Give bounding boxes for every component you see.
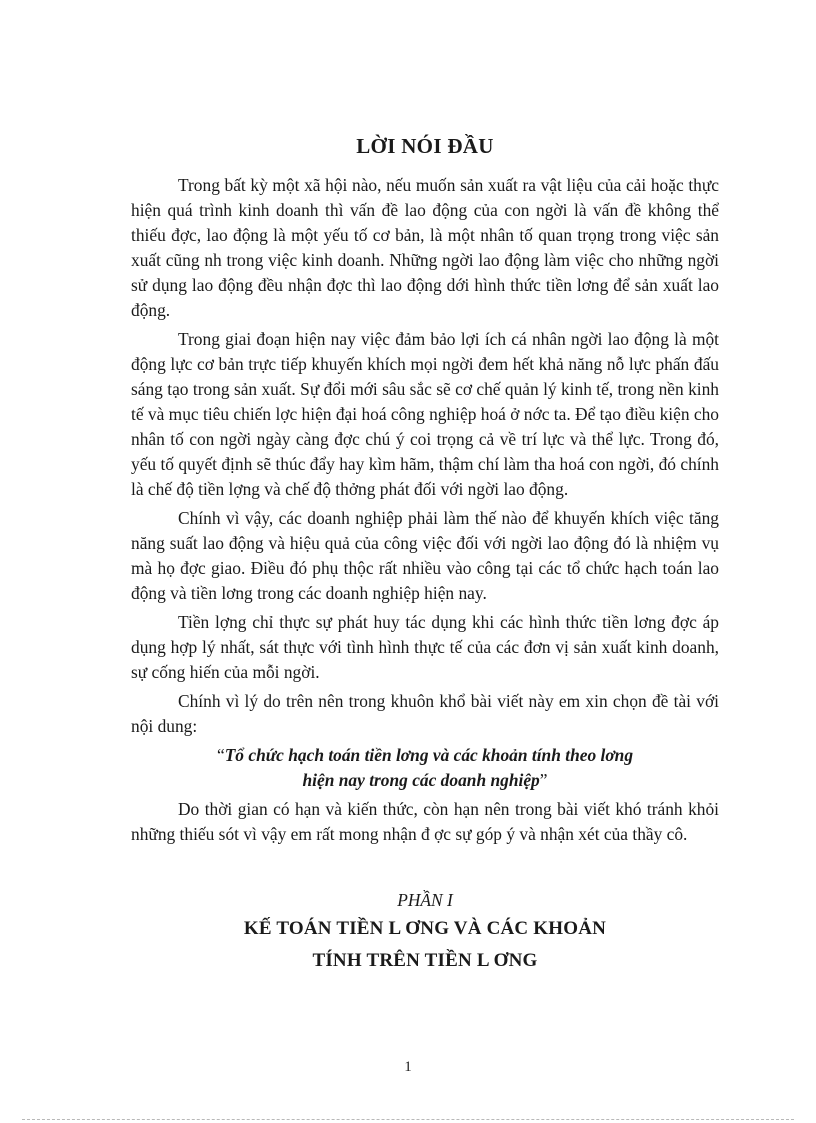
quote-open-mark: “ <box>216 745 225 765</box>
page-content <box>131 128 719 977</box>
paragraph-5: Chính vì lý do trên nên trong khuôn khổ bài viết này em xin chọn đề tài với nội dung: <box>131 691 719 736</box>
page-number: 1 <box>404 1059 412 1075</box>
topic-quote <box>131 743 719 793</box>
part-title-line-1: KẾ TOÁN TIỀN L ƠNG VÀ CÁC KHOẢN <box>243 918 607 939</box>
paragraph-3: Chính vì vậy, các doanh nghiệp phải làm thế nào để khuyến khích việc tăng năng suất lao động và hiệu quả của công việc đối với ngời lao động đó là nhiệm vụ mà họ đợc giao. Điều đó phụ thộc rất nhiều vào công tại các tổ chức hạch toán lao động và tiền lơng trong các doanh nghiệp hiện nay. <box>131 508 719 603</box>
paragraph-4: Tiền lợng chỉ thực sự phát huy tác dụng khi các hình thức tiền lơng đợc áp dụng hợp lý nhất, sát thực với tình hình thực tế của các đơn vị sản xuất kinh doanh, sự cống hiến của mỗi ngời. <box>131 612 719 682</box>
part-label: PHẦN I <box>397 890 453 910</box>
quote-close-mark: ” <box>539 770 548 790</box>
page-title: LỜI NÓI ĐẦU <box>356 134 494 158</box>
part-title-line-2: TÍNH TRÊN TIỀN L ƠNG <box>312 950 538 971</box>
page-edge-divider <box>22 1119 794 1120</box>
topic-quote-line-1 <box>131 743 719 768</box>
closing-paragraph: Do thời gian có hạn và kiến thức, còn hạn nên trong bài viết khó tránh khỏi những thiếu sót vì vậy em rất mong nhận đ ợc sự góp ý và nhận xét của thầy cô. <box>131 799 719 844</box>
topic-quote-line-2 <box>131 768 719 793</box>
paragraph-1: Trong bất kỳ một xã hội nào, nếu muốn sản xuất ra vật liệu của cải hoặc thực hiện quá trình kinh doanh thì vấn đề lao động của con ngời là vấn đề không thể thiếu đợc, lao động là một yếu tố cơ bản, là một nhân tố quan trọng trong việc sản xuất cũng nh trong việc kinh doanh. Những ngời lao động làm việc cho những ngời sử dụng lao động đều nhận đợc thì lao động dới hình thức tiền lơng để sản xuất lao động. <box>131 175 719 320</box>
topic-quote-text-2: hiện nay trong các doanh nghiệp <box>302 770 540 790</box>
paragraph-2: Trong giai đoạn hiện nay việc đảm bảo lợi ích cá nhân ngời lao động là một động lực cơ bản trực tiếp khuyến khích mọi ngời đem hết khả năng nỗ lực phấn đấu sáng tạo trong sản xuất. Sự đổi mới sâu sắc sẽ cơ chế quản lý kinh tế, trong nền kinh tế và mục tiêu chiến lợc hiện đại hoá công nghiệp hoá ở nớc ta. Để tạo điều kiện cho nhân tố con ngời ngày càng đợc chú ý coi trọng cả về trí lực và thể lực. Trong đó, yếu tố quyết định sẽ thúc đẩy hay kìm hãm, thậm chí làm tha hoá con ngời, đó chính là chế độ tiền lợng và chế độ thởng phát đối với ngời lao động. <box>131 329 719 499</box>
topic-quote-text-1: Tổ chức hạch toán tiền lơng và các khoản tính theo lơng <box>224 745 634 765</box>
